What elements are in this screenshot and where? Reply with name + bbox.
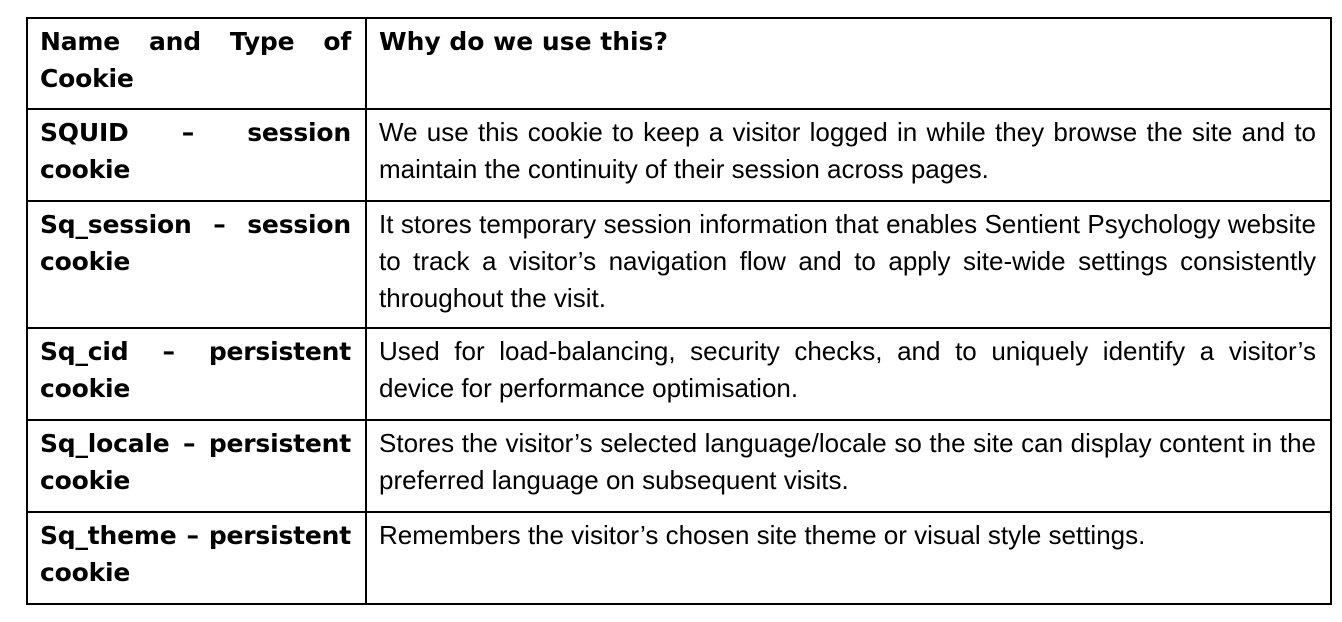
- header-why: Why do we use this?: [366, 18, 1331, 109]
- table-row: [27, 328, 1331, 420]
- cookie-name: Sq_session – session cookie: [27, 201, 366, 328]
- table-header-row: [27, 18, 1331, 109]
- table-row: [27, 512, 1331, 604]
- cookie-description: It stores temporary session information that enables Sentient Psychology website to track a visitor’s navigation flow and to apply site-wide settings consistently throughout the visit.: [366, 201, 1331, 328]
- cookie-name: Sq_cid – persistent cookie: [27, 328, 366, 420]
- table-row: [27, 420, 1331, 512]
- cookie-description: Remembers the visitor’s chosen site theme or visual style settings.: [366, 512, 1331, 604]
- cookie-name: SQUID – session cookie: [27, 109, 366, 201]
- cookie-description: Stores the visitor’s selected language/locale so the site can display content in the preferred language on subsequent visits.: [366, 420, 1331, 512]
- cookie-description: Used for load-balancing, security checks, and to uniquely identify a visitor’s device for performance optimisation.: [366, 328, 1331, 420]
- cookie-name: Sq_theme – persistent cookie: [27, 512, 366, 604]
- cookie-description: We use this cookie to keep a visitor logged in while they browse the site and to maintain the continuity of their session across pages.: [366, 109, 1331, 201]
- table-row: [27, 201, 1331, 328]
- cookie-table: [26, 17, 1332, 605]
- cookie-name: Sq_locale – persistent cookie: [27, 420, 366, 512]
- table-row: [27, 109, 1331, 201]
- header-name-type: Name and Type of Cookie: [27, 18, 366, 109]
